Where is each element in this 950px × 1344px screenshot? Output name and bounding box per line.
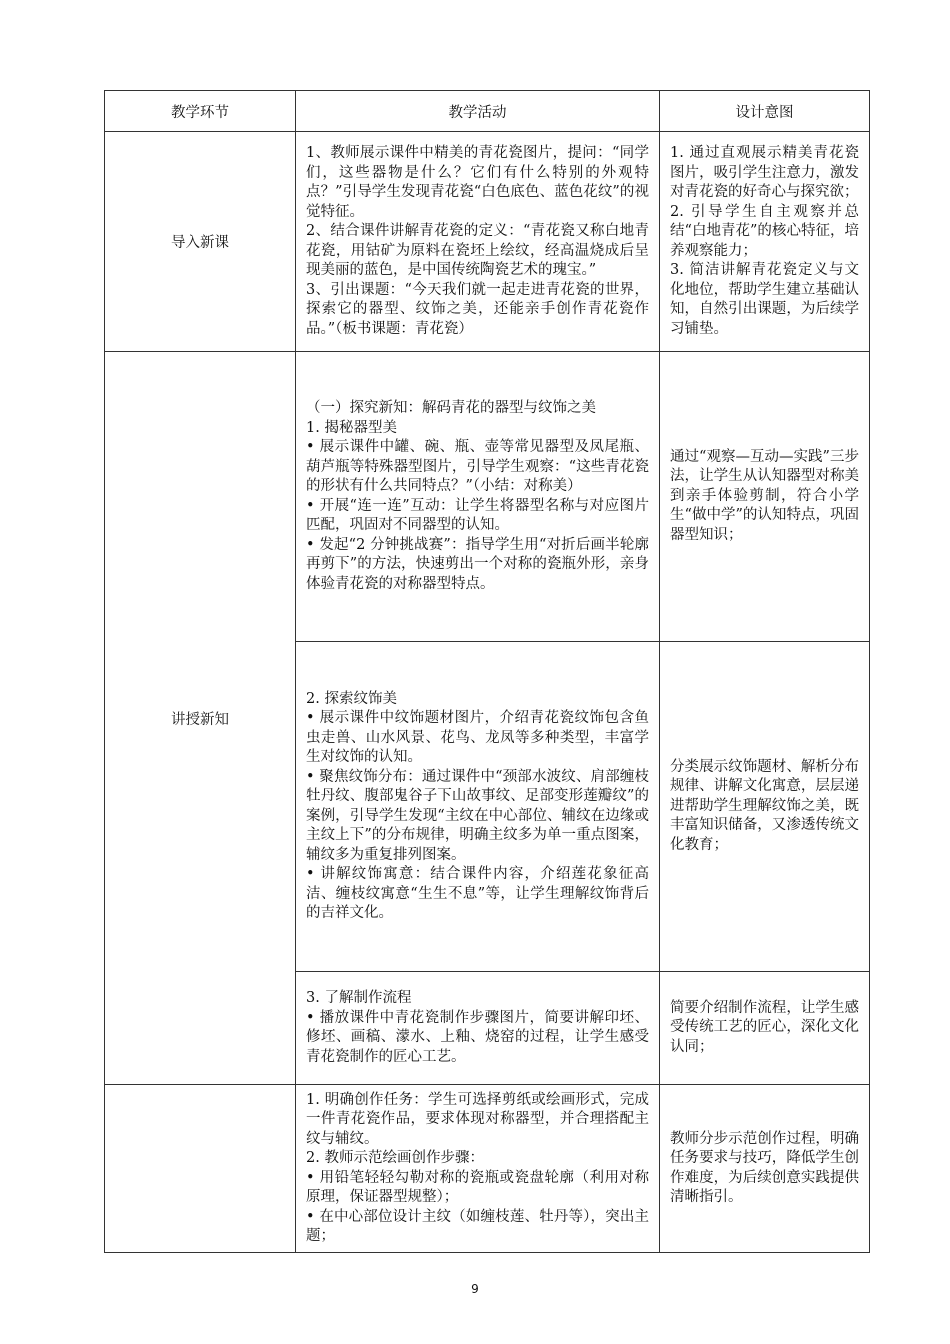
- intent-paragraph: 分类展示纹饰题材、解析分布规律、讲解文化寓意，层层递进帮助学生理解纹饰之美，既丰富知识储备，又渗透传统文化教育；: [670, 758, 859, 853]
- table-row: [105, 132, 870, 352]
- page-number: 9: [471, 1282, 479, 1296]
- intent-paragraph: 教师分步示范创作过程，明确任务要求与技巧，降低学生创作难度，为后续创意实践提供清晰指引。: [670, 1130, 859, 1205]
- activity-paragraph: 1. 揭秘器型美: [306, 419, 397, 436]
- header-stage: 教学环节: [105, 91, 296, 132]
- activity-cell: [296, 1085, 660, 1253]
- header-row: [105, 91, 870, 132]
- intent-cell: [660, 1085, 870, 1253]
- intent-cell: [660, 352, 870, 642]
- intent-paragraph: 3. 简洁讲解青花瓷定义与文化地位，帮助学生建立基础认知，自然引出课题，为后续学习铺垫。: [670, 262, 859, 337]
- intent-paragraph: 1. 通过直观展示精美青花瓷图片，吸引学生注意力，激发对青花瓷的好奇心与探究欲；: [670, 145, 859, 200]
- activity-cell: [296, 972, 660, 1085]
- intent-paragraph: 通过“观察—互动—实践”三步法，让学生从认知器型对称美到亲手体验剪制，符合小学生“做中学”的认知特点，巩固器型知识；: [670, 448, 859, 543]
- stage-cell: 讲授新知: [105, 352, 296, 1085]
- activity-paragraph: 2、结合课件讲解青花瓷的定义：“青花瓷又称白地青花瓷，用钴矿为原料在瓷坯上绘纹，经高温烧成后呈现美丽的蓝色，是中国传统陶瓷艺术的瑰宝。”: [306, 223, 649, 278]
- activity-paragraph: • 用铅笔轻轻勾勒对称的瓷瓶或瓷盘轮廓（利用对称原理，保证器型规整）；: [306, 1169, 649, 1205]
- header-intent: 设计意图: [660, 91, 870, 132]
- table-row: [105, 1085, 870, 1253]
- stage-cell-empty: [105, 1085, 296, 1253]
- activity-paragraph: 1. 明确创作任务：学生可选择剪纸或绘画形式，完成一件青花瓷作品，要求体现对称器型，并合理搭配主纹与辅纹。: [306, 1091, 649, 1147]
- intent-cell: [660, 642, 870, 972]
- activity-paragraph: • 聚焦纹饰分布：通过课件中“颈部水波纹、肩部缠枝牡丹纹、腹部鬼谷子下山故事纹、足部变形莲瓣纹”的案例，引导学生发现“主纹在中心部位、辅纹在边缘或主纹上下”的分布规律，明确主纹多为单一重点图案，辅纹多为重复排列图案。: [306, 768, 649, 863]
- activity-paragraph: 3、引出课题：“今天我们就一起走进青花瓷的世界，探索它的器型、纹饰之美，还能亲手创作青花瓷作品。”（板书课题：青花瓷）: [306, 281, 649, 337]
- activity-cell: [296, 642, 660, 972]
- lesson-plan-table: [104, 90, 870, 1253]
- intent-paragraph: 简要介绍制作流程，让学生感受传统工艺的匠心，深化文化认同；: [670, 999, 859, 1055]
- activity-cell: [296, 132, 660, 352]
- activity-paragraph: • 讲解纹饰寓意：结合课件内容，介绍莲花象征高洁、缠枝纹寓意“生生不息”等，让学生理解纹饰背后的吉祥文化。: [306, 866, 649, 921]
- activity-paragraph: • 发起“2 分钟挑战赛”：指导学生用“对折后画半轮廓再剪下”的方法，快速剪出一个对称的瓷瓶外形，亲身体验青花瓷的对称器型特点。: [306, 536, 649, 592]
- header-activity: 教学活动: [296, 91, 660, 132]
- activity-paragraph: 3. 了解制作流程: [306, 990, 412, 1006]
- intent-cell: [660, 132, 870, 352]
- activity-paragraph: • 在中心部位设计主纹（如缠枝莲、牡丹等），突出主题；: [306, 1208, 649, 1244]
- activity-paragraph: • 展示课件中纹饰题材图片，介绍青花瓷纹饰包含鱼虫走兽、山水风景、花鸟、龙凤等多种类型，丰富学生对纹饰的认知。: [306, 710, 649, 765]
- activity-paragraph: 1、教师展示课件中精美的青花瓷图片，提问：“同学们，这些器物是什么？它们有什么特别的外观特点？”引导学生发现青花瓷“白色底色、蓝色花纹”的视觉特征。: [306, 145, 649, 220]
- table-row: [105, 352, 870, 642]
- intent-cell: [660, 972, 870, 1085]
- activity-paragraph: • 展示课件中罐、碗、瓶、壶等常见器型及凤尾瓶、葫芦瓶等特殊器型图片，引导学生观察：“这些青花瓷的形状有什么共同特点？”（小结：对称美）: [306, 439, 649, 494]
- activity-paragraph: 2. 探索纹饰美: [306, 690, 397, 707]
- activity-paragraph: （一）探究新知：解码青花的器型与纹饰之美: [306, 400, 596, 416]
- intent-paragraph: 2. 引导学生自主观察并总结“白地青花”的核心特征，培养观察能力；: [670, 203, 859, 259]
- activity-paragraph: • 播放课件中青花瓷制作步骤图片，简要讲解印坯、修坯、画稿、濛水、上釉、烧窑的过程，让学生感受青花瓷制作的匠心工艺。: [306, 1009, 649, 1065]
- activity-paragraph: • 开展“连一连”互动：让学生将器型名称与对应图片匹配，巩固对不同器型的认知。: [306, 497, 649, 533]
- activity-cell: [296, 352, 660, 642]
- stage-cell: 导入新课: [105, 132, 296, 352]
- activity-paragraph: 2. 教师示范绘画创作步骤：: [306, 1150, 484, 1166]
